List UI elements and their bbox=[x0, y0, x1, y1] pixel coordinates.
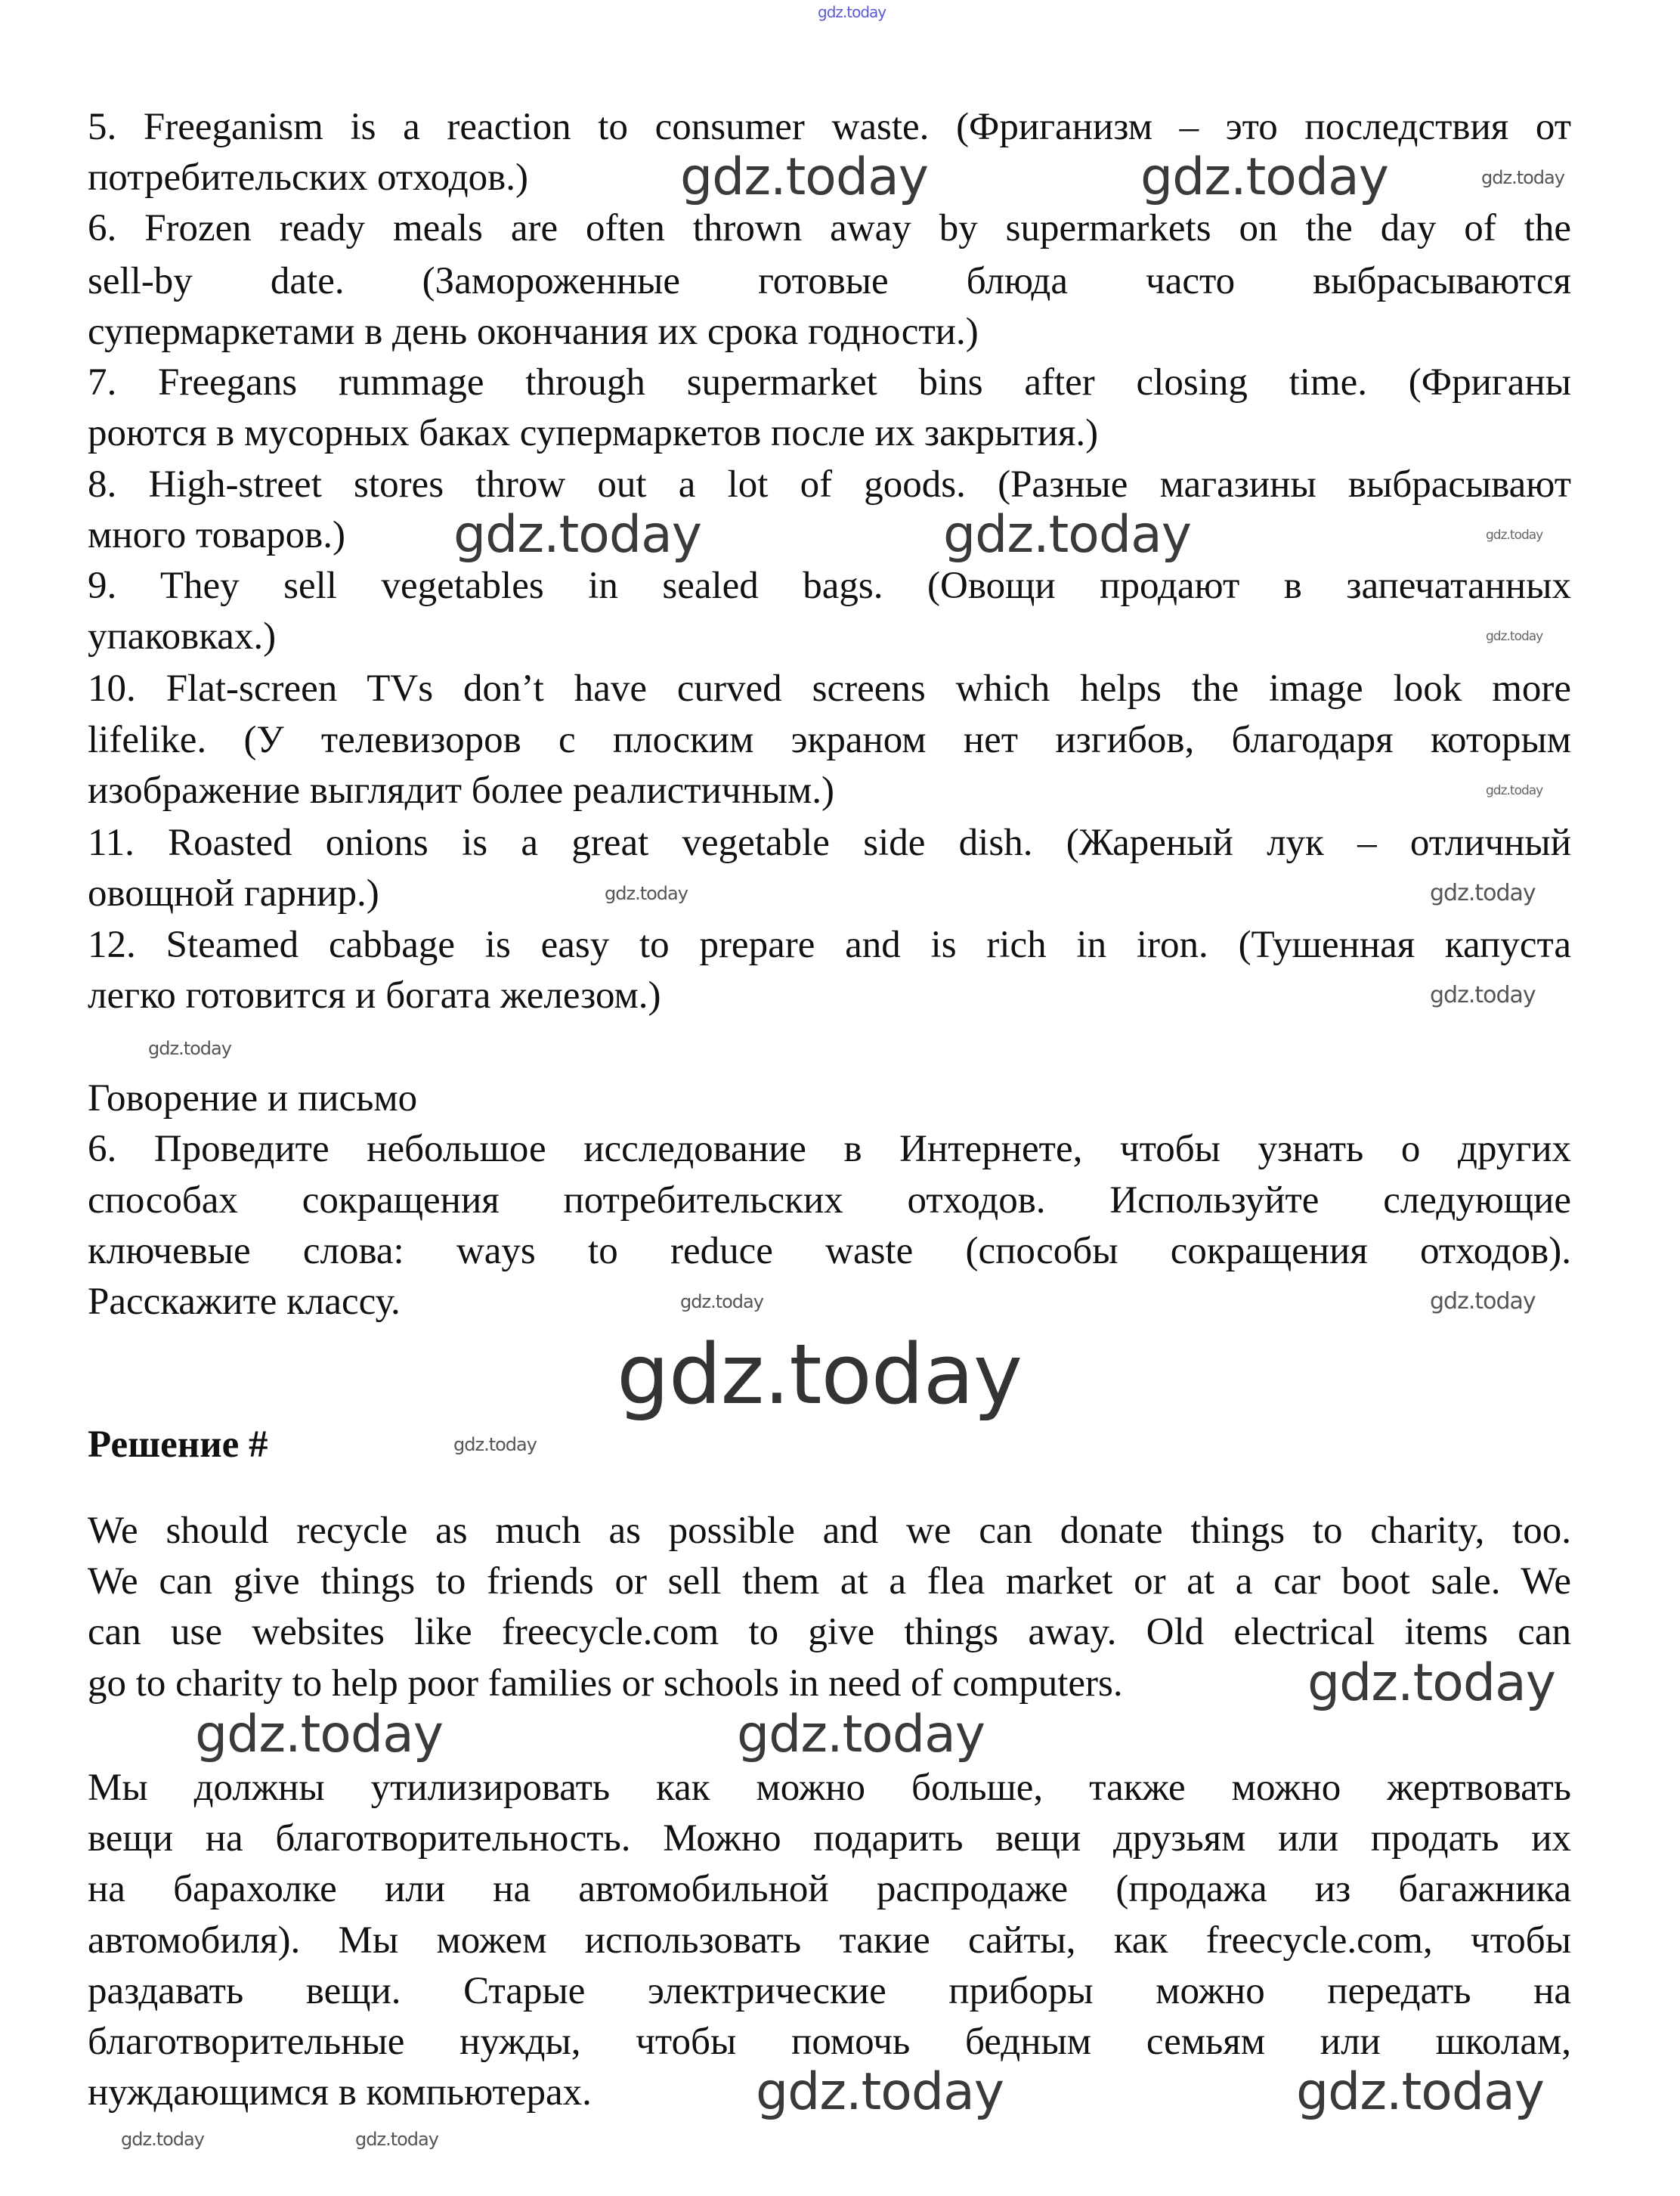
solution-line: раздавать вещи. Старые электрические приборы можно передать на bbox=[88, 1970, 1571, 2012]
answer-line: изображение выглядит более реалистичным.) bbox=[88, 770, 835, 812]
watermark: gdz.today bbox=[1430, 880, 1536, 906]
section-heading: Говорение и письмо bbox=[88, 1077, 418, 1120]
watermark: gdz.today bbox=[1486, 783, 1543, 798]
watermark: gdz.today bbox=[355, 2129, 438, 2150]
answer-line: 10. Flat-screen TVs don’t have curved screens which helps the image look more bbox=[88, 667, 1571, 710]
watermark: gdz.today bbox=[943, 505, 1191, 565]
watermark: gdz.today bbox=[1486, 528, 1543, 543]
watermark: gdz.today bbox=[818, 3, 886, 21]
watermark: gdz.today bbox=[1486, 629, 1543, 644]
watermark: gdz.today bbox=[195, 1705, 443, 1764]
watermark: gdz.today bbox=[121, 2129, 204, 2150]
answer-line: 5. Freeganism is a reaction to consumer waste. (Фриганизм – это последствия от bbox=[88, 106, 1571, 148]
answer-line: роются в мусорных баках супермаркетов после их закрытия.) bbox=[88, 412, 1099, 454]
solution-line: can use websites like freecycle.com to give things away. Old electrical items can bbox=[88, 1611, 1571, 1653]
answer-line: sell-by date. (Замороженные готовые блюда часто выбрасываются bbox=[88, 260, 1571, 302]
watermark: gdz.today bbox=[1430, 1288, 1536, 1315]
answer-line: супермаркетами в день окончания их срока годности.) bbox=[88, 311, 979, 353]
answer-line: 8. High-street stores throw out a lot of goods. (Разные магазины выбрасывают bbox=[88, 463, 1571, 506]
solution-line: go to charity to help poor families or schools in need of computers. bbox=[88, 1662, 1123, 1705]
solution-line: Мы должны утилизировать как можно больше, также можно жертвовать bbox=[88, 1767, 1571, 1809]
watermark: gdz.today bbox=[617, 1326, 1023, 1423]
answer-line: 6. Frozen ready meals are often thrown away by supermarkets on the day of the bbox=[88, 207, 1571, 249]
solution-line: благотворительные нужды, чтобы помочь бедным семьям или школам, bbox=[88, 2021, 1571, 2063]
watermark: gdz.today bbox=[680, 1291, 763, 1312]
solution-line: нуждающимся в компьютерах. bbox=[88, 2071, 592, 2114]
answer-line: 9. They sell vegetables in sealed bags. (Овощи продают в запечатанных bbox=[88, 565, 1571, 607]
task-line: Расскажите классу. bbox=[88, 1281, 401, 1323]
task-line: ключевые слова: ways to reduce waste (способы сокращения отходов). bbox=[88, 1230, 1571, 1272]
watermark: gdz.today bbox=[756, 2062, 1004, 2122]
watermark: gdz.today bbox=[1481, 167, 1564, 188]
answer-line: потребительских отходов.) bbox=[88, 156, 528, 199]
answer-line: овощной гарнир.) bbox=[88, 872, 379, 915]
watermark: gdz.today bbox=[680, 147, 928, 207]
watermark: gdz.today bbox=[1296, 2062, 1544, 2122]
solution-line: We should recycle as much as possible and we can donate things to charity, too. bbox=[88, 1510, 1571, 1552]
answer-line: lifelike. (У телевизоров с плоским экраном нет изгибов, благодаря которым bbox=[88, 719, 1571, 761]
solution-line: We can give things to friends or sell them at a flea market or at a car boot sale. We bbox=[88, 1560, 1571, 1603]
watermark: gdz.today bbox=[605, 883, 688, 904]
watermark: gdz.today bbox=[453, 505, 701, 565]
watermark: gdz.today bbox=[148, 1038, 231, 1059]
solution-line: на барахолке или на автомобильной распродаже (продажа из багажника bbox=[88, 1868, 1571, 1910]
task-line: способах сокращения потребительских отходов. Используйте следующие bbox=[88, 1179, 1571, 1222]
solution-heading: Решение # bbox=[88, 1423, 268, 1466]
watermark: gdz.today bbox=[453, 1434, 537, 1455]
answer-line: 7. Freegans rummage through supermarket bins after closing time. (Фриганы bbox=[88, 361, 1571, 404]
answer-line: много товаров.) bbox=[88, 514, 345, 556]
answer-line: 11. Roasted onions is a great vegetable side dish. (Жареный лук – отличный bbox=[88, 822, 1571, 864]
watermark: gdz.today bbox=[737, 1705, 985, 1764]
answer-line: упаковках.) bbox=[88, 615, 277, 658]
watermark: gdz.today bbox=[1140, 147, 1388, 207]
answer-line: легко готовится и богата железом.) bbox=[88, 974, 661, 1017]
solution-line: автомобиля). Мы можем использовать такие сайты, как freecycle.com, чтобы bbox=[88, 1919, 1571, 1962]
watermark: gdz.today bbox=[1307, 1653, 1555, 1713]
solution-line: вещи на благотворительность. Можно подарить вещи друзьям или продать их bbox=[88, 1817, 1571, 1860]
watermark: gdz.today bbox=[1430, 982, 1536, 1008]
task-line: 6. Проведите небольшое исследование в Интернете, чтобы узнать о других bbox=[88, 1128, 1571, 1170]
answer-line: 12. Steamed cabbage is easy to prepare and is rich in iron. (Тушенная капуста bbox=[88, 924, 1571, 966]
